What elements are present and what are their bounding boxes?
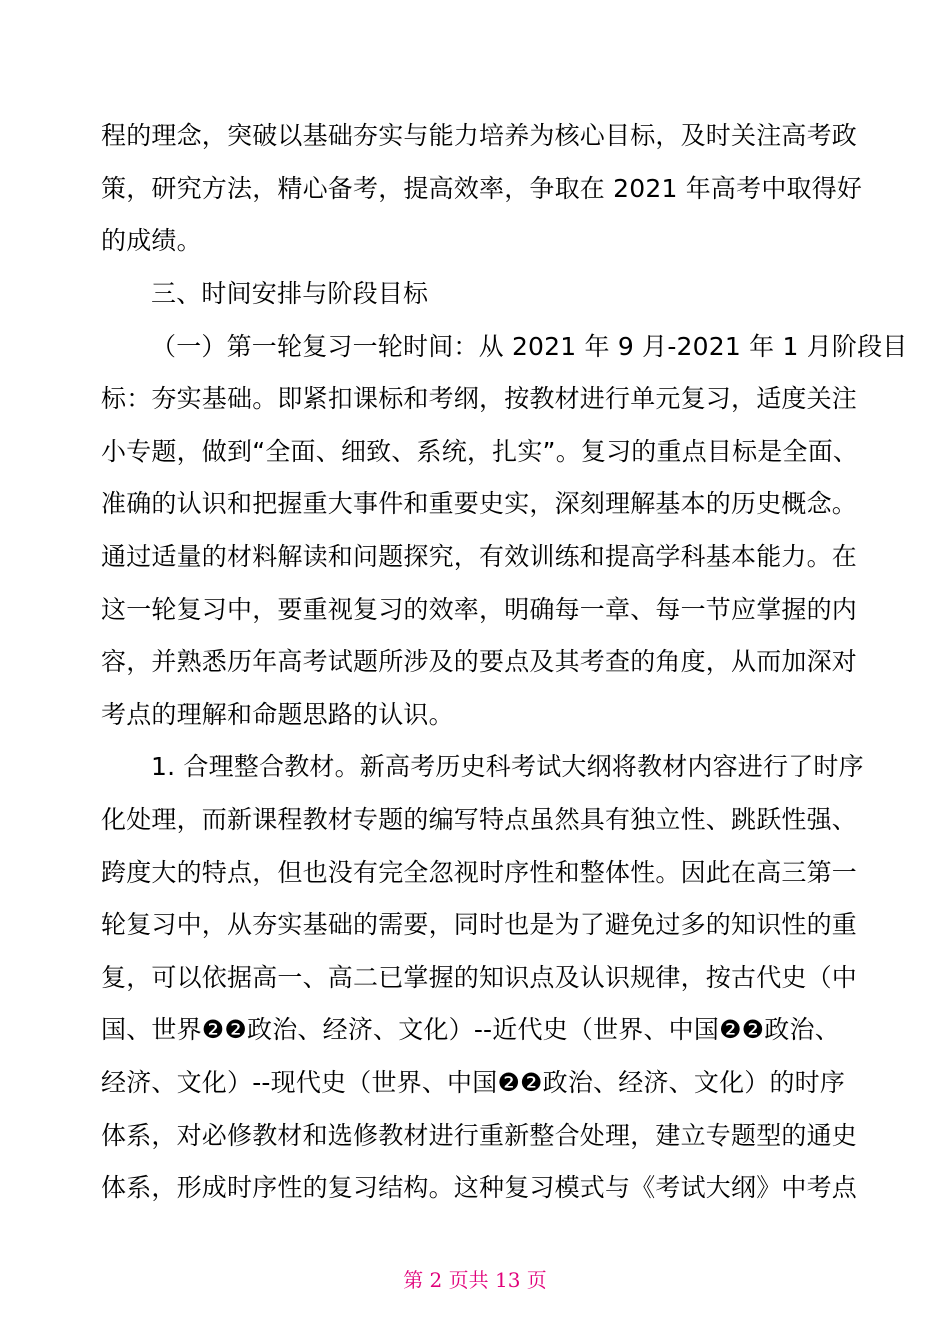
text-line: 程的理念，突破以基础夯实与能力培养为核心目标，及时关注高考政 bbox=[101, 121, 858, 150]
text-line: 策，研究方法，精心备考，提高效率，争取在 2021 年高考中取得好 bbox=[101, 174, 863, 203]
text-line: 容，并熟悉历年高考试题所涉及的要点及其考查的角度，从而加深对 bbox=[101, 647, 858, 676]
numbered-item: 1. 合理整合教材。新高考历史科考试大纲将教材内容进行了时序 bbox=[151, 752, 864, 781]
page-footer: 第 2 页共 13 页 bbox=[403, 1268, 547, 1292]
text-line: 国、世界❷❷政治、经济、文化）--近代史（世界、中国❷❷政治、 bbox=[101, 1015, 840, 1044]
text-line: 化处理，而新课程教材专题的编写特点虽然具有独立性、跳跃性强、 bbox=[101, 805, 858, 834]
text-line: 准确的认识和把握重大事件和重要史实，深刻理解基本的历史概念。 bbox=[101, 489, 858, 518]
text-line: 经济、文化）--现代史（世界、中国❷❷政治、经济、文化）的时序 bbox=[101, 1068, 846, 1097]
text-line: 考点的理解和命题思路的认识。 bbox=[101, 700, 454, 729]
text-line: 复，可以依据高一、高二已掌握的知识点及认识规律，按古代史（中 bbox=[101, 963, 858, 992]
text-line: 跨度大的特点，但也没有完全忽视时序性和整体性。因此在高三第一 bbox=[101, 858, 858, 887]
text-line: 标：夯实基础。即紧扣课标和考纲，按教材进行单元复习，适度关注 bbox=[101, 384, 858, 413]
text-line: 体系，形成时序性的复习结构。这种复习模式与《考试大纲》中考点 bbox=[101, 1173, 858, 1202]
text-line: 小专题，做到“全面、细致、系统，扎实”。复习的重点目标是全面、 bbox=[101, 437, 859, 466]
text-line: 的成绩。 bbox=[101, 226, 202, 255]
subsection-heading: （一）第一轮复习一轮时间：从 2021 年 9 月-2021 年 1 月阶段目 bbox=[151, 332, 908, 361]
text-line: 体系，对必修教材和选修教材进行重新整合处理，建立专题型的通史 bbox=[101, 1121, 858, 1150]
text-line: 这一轮复习中，要重视复习的效率，明确每一章、每一节应掌握的内 bbox=[101, 595, 858, 624]
text-line: 通过适量的材料解读和问题探究，有效训练和提高学科基本能力。在 bbox=[101, 542, 858, 571]
text-line: 轮复习中，从夯实基础的需要，同时也是为了避免过多的知识性的重 bbox=[101, 910, 858, 939]
section-heading: 三、时间安排与阶段目标 bbox=[151, 279, 429, 308]
